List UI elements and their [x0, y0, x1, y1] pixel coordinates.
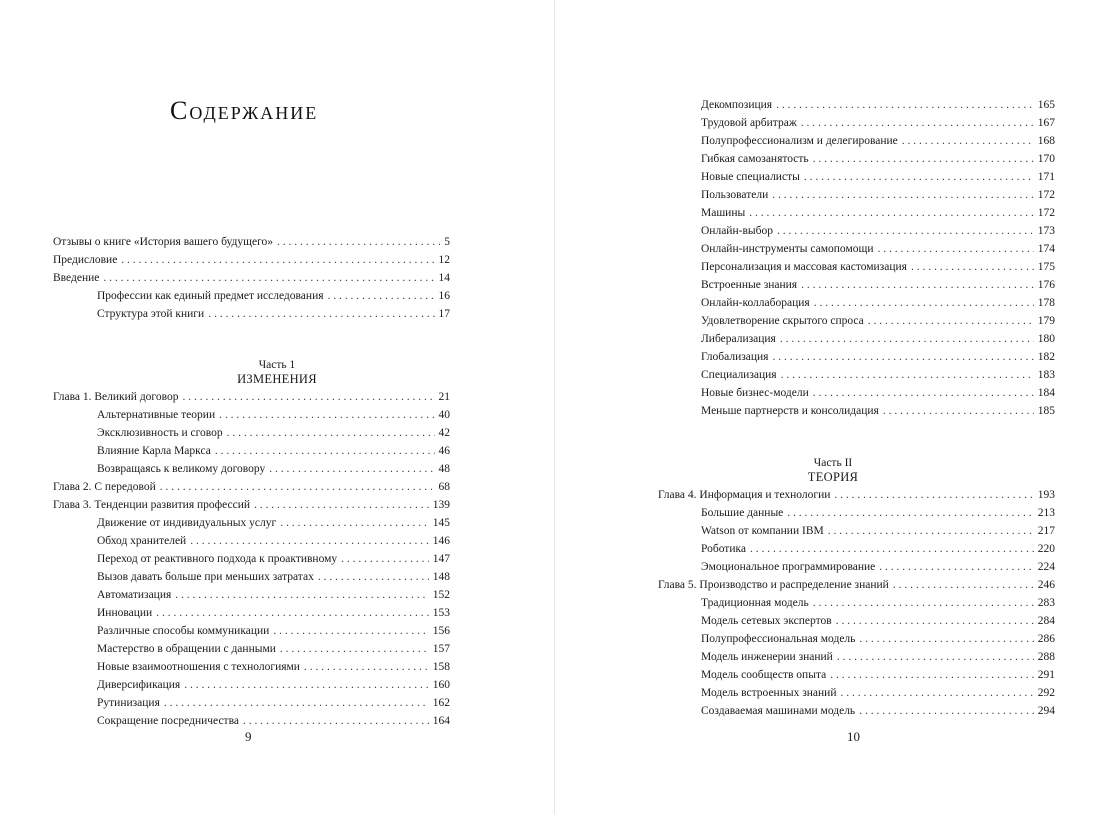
toc-entry [701, 222, 1055, 240]
toc-entry-title: Движение от индивидуальных услуг [97, 517, 277, 529]
dot-leader [859, 630, 1033, 648]
toc-entry-page: 220 [1037, 543, 1055, 555]
toc-entry-title: Эмоциональное программирование [701, 561, 876, 573]
dot-leader [772, 186, 1034, 204]
toc-entry-page: 176 [1037, 279, 1055, 291]
toc-entry-page: 48 [438, 463, 450, 475]
toc-entry-page: 185 [1037, 405, 1055, 417]
toc-entry-page: 182 [1037, 351, 1055, 363]
toc-entry [97, 514, 450, 532]
toc-entry [701, 312, 1055, 330]
toc-entry-page: 172 [1037, 207, 1055, 219]
toc-entry-page: 213 [1037, 507, 1055, 519]
dot-leader [243, 712, 429, 730]
toc-entry [701, 384, 1055, 402]
toc-entry [701, 294, 1055, 312]
toc-entry [97, 586, 450, 604]
toc-entry-page: 175 [1037, 261, 1055, 273]
dot-leader [164, 694, 429, 712]
toc-entry-title: Различные способы коммуникации [97, 625, 270, 637]
dot-leader [834, 486, 1033, 504]
page-number: 10 [847, 729, 860, 744]
toc-entry-title: Роботика [701, 543, 747, 555]
toc-entry [658, 486, 1055, 504]
toc-entry-title: Предисловие [53, 254, 118, 266]
dot-leader [273, 622, 428, 640]
toc-entry-page: 179 [1037, 315, 1055, 327]
toc-entry [701, 348, 1055, 366]
dot-leader [156, 604, 429, 622]
toc-entry-page: 153 [432, 607, 450, 619]
toc-entry [701, 504, 1055, 522]
toc-entry-title: Автоматизация [97, 589, 172, 601]
toc-entry-page: 156 [432, 625, 450, 637]
part-label: Часть 1 [258, 359, 296, 371]
toc-entry-title: Традиционная модель [701, 597, 809, 609]
toc-entry [97, 640, 450, 658]
toc-entry [701, 702, 1055, 720]
dot-leader [772, 348, 1033, 366]
dot-leader [883, 402, 1034, 420]
dot-leader [182, 388, 434, 406]
dot-leader [328, 287, 435, 305]
dot-leader [911, 258, 1034, 276]
toc-entry [701, 402, 1055, 420]
toc-entry-page: 292 [1037, 687, 1055, 699]
toc-entry [97, 712, 450, 730]
dot-leader [103, 269, 434, 287]
dot-leader [175, 586, 428, 604]
dot-leader [837, 648, 1034, 666]
part-name: ТЕОРИЯ [807, 470, 859, 484]
toc-entry-title: Профессии как единый предмет исследования [97, 290, 324, 302]
toc-entry [97, 658, 450, 676]
toc-entry [701, 330, 1055, 348]
toc-entry [701, 204, 1055, 222]
toc-entry-page: 139 [432, 499, 450, 511]
toc-entry [701, 612, 1055, 630]
toc-entry-page: 152 [432, 589, 450, 601]
dot-leader [828, 522, 1034, 540]
dot-leader [160, 478, 435, 496]
toc-entry-page: 168 [1037, 135, 1055, 147]
toc-entry-page: 171 [1037, 171, 1055, 183]
toc-entry [97, 694, 450, 712]
dot-leader [280, 514, 429, 532]
dot-leader [318, 568, 429, 586]
dot-leader [814, 294, 1034, 312]
front-matter-list [0, 233, 554, 323]
dot-leader [121, 251, 434, 269]
toc-entry-title: Мастерство в обращении с данными [97, 643, 276, 655]
toc-entry-page: 158 [432, 661, 450, 673]
dot-leader [341, 550, 429, 568]
toc-entry-page: 68 [438, 481, 450, 493]
toc-entry-page: 147 [432, 553, 450, 565]
toc-entry [701, 522, 1055, 540]
page-number: 9 [245, 729, 252, 744]
dot-leader [777, 222, 1034, 240]
toc-entry-page: 145 [432, 517, 450, 529]
toc-entry [701, 366, 1055, 384]
toc-entry [97, 622, 450, 640]
dot-leader [868, 312, 1034, 330]
dot-leader [254, 496, 429, 514]
toc-entry-title: Влияние Карла Маркса [97, 445, 211, 457]
part-1-list [0, 388, 554, 730]
toc-entry-page: 164 [432, 715, 450, 727]
toc-entry-title: Персонализация и массовая кастомизация [701, 261, 907, 273]
dot-leader [749, 204, 1034, 222]
dot-leader [215, 442, 435, 460]
toc-entry [701, 240, 1055, 258]
toc-entry-page: 46 [438, 445, 450, 457]
toc-entry-title: Модель инженерии знаний [701, 651, 833, 663]
left-page [0, 0, 554, 814]
toc-entry-page: 173 [1037, 225, 1055, 237]
toc-entry-page: 286 [1037, 633, 1055, 645]
part-label: Часть II [813, 457, 853, 469]
dot-leader [219, 406, 434, 424]
toc-entry-page: 40 [438, 409, 450, 421]
dot-leader [879, 558, 1033, 576]
toc-entry-title: Трудовой арбитраж [701, 117, 797, 129]
dot-leader [836, 612, 1034, 630]
toc-entry [701, 666, 1055, 684]
toc-entry-title: Новые специалисты [701, 171, 800, 183]
toc-entry-page: 224 [1037, 561, 1055, 573]
toc-entry-title: Меньше партнерств и консолидация [701, 405, 879, 417]
dot-leader [787, 504, 1033, 522]
toc-entry-title: Новые бизнес-модели [701, 387, 809, 399]
toc-entry [97, 532, 450, 550]
part-name: ИЗМЕНЕНИЯ [237, 372, 317, 386]
toc-entry-title: Введение [53, 272, 100, 284]
dot-leader [780, 330, 1034, 348]
toc-entry [53, 233, 450, 251]
toc-entry-title: Модель сообществ опыта [701, 669, 827, 681]
toc-entry-page: 180 [1037, 333, 1055, 345]
toc-entry-title: Онлайн-коллаборация [701, 297, 810, 309]
toc-entry-page: 183 [1037, 369, 1055, 381]
toc-entry-page: 42 [438, 427, 450, 439]
dot-leader [813, 594, 1034, 612]
toc-entry-page: 14 [438, 272, 450, 284]
toc-entry-title: Создаваемая машинами модель [701, 705, 856, 717]
dot-leader [208, 305, 434, 323]
toc-title: Содержание [170, 96, 319, 125]
toc-entry-page: 165 [1037, 99, 1055, 111]
toc-entry-title: Полупрофессионализм и делегирование [701, 135, 898, 147]
toc-entry [701, 258, 1055, 276]
toc-entry-title: Глава 2. С передовой [53, 481, 156, 493]
dot-leader [813, 150, 1034, 168]
toc-entry-title: Глава 1. Великий договор [53, 391, 179, 403]
toc-entry [97, 287, 450, 305]
dot-leader [801, 276, 1034, 294]
part-2-list [555, 486, 1111, 720]
toc-entry-title: Watson от компании IBM [701, 525, 824, 537]
toc-entry [97, 305, 450, 323]
toc-entry-page: 172 [1037, 189, 1055, 201]
toc-entry-page: 162 [432, 697, 450, 709]
toc-entry [701, 96, 1055, 114]
toc-entry-page: 12 [438, 254, 450, 266]
toc-entry-page: 184 [1037, 387, 1055, 399]
toc-entry-page: 5 [444, 236, 450, 248]
toc-entry-title: Глава 5. Производство и распределение знаний [658, 579, 889, 591]
dot-leader [804, 168, 1034, 186]
toc-entry-page: 174 [1037, 243, 1055, 255]
dot-leader [840, 684, 1033, 702]
dot-leader [304, 658, 429, 676]
toc-entry [97, 442, 450, 460]
toc-entry-title: Рутинизация [97, 697, 160, 709]
toc-entry [701, 648, 1055, 666]
toc-entry [701, 150, 1055, 168]
toc-entry-page: 284 [1037, 615, 1055, 627]
toc-entry-title: Вызов давать больше при меньших затратах [97, 571, 314, 583]
dot-leader [190, 532, 429, 550]
toc-entry [701, 540, 1055, 558]
toc-entry [97, 568, 450, 586]
toc-entry-page: 291 [1037, 669, 1055, 681]
dot-leader [750, 540, 1034, 558]
toc-entry-page: 160 [432, 679, 450, 691]
dot-leader [893, 576, 1034, 594]
toc-entry [53, 478, 450, 496]
toc-entry-title: Возвращаясь к великому договору [97, 463, 266, 475]
toc-entry-page: 157 [432, 643, 450, 655]
toc-entry-title: Модель сетевых экспертов [701, 615, 832, 627]
toc-entry-title: Сокращение посредничества [97, 715, 239, 727]
toc-entry-title: Структура этой книги [97, 308, 205, 320]
toc-entry-title: Новые взаимоотношения с технологиями [97, 661, 300, 673]
dot-leader [830, 666, 1034, 684]
dot-leader [269, 460, 434, 478]
toc-entry-title: Либерализация [701, 333, 776, 345]
toc-entry [701, 132, 1055, 150]
toc-entry [701, 186, 1055, 204]
toc-entry-title: Модель встроенных знаний [701, 687, 837, 699]
toc-entry-page: 21 [438, 391, 450, 403]
dot-leader [277, 233, 440, 251]
toc-entry [701, 684, 1055, 702]
toc-entry [701, 630, 1055, 648]
toc-entry [97, 424, 450, 442]
toc-entry-page: 217 [1037, 525, 1055, 537]
toc-entry [701, 114, 1055, 132]
toc-entry-title: Обход хранителей [97, 535, 187, 547]
toc-entry-title: Декомпозиция [701, 99, 773, 111]
toc-entry-page: 170 [1037, 153, 1055, 165]
toc-entry-title: Инновации [97, 607, 153, 619]
toc-entry [701, 276, 1055, 294]
dot-leader [813, 384, 1034, 402]
toc-entry-page: 16 [438, 290, 450, 302]
toc-entry-page: 178 [1037, 297, 1055, 309]
toc-entry [97, 460, 450, 478]
toc-entry-page: 148 [432, 571, 450, 583]
toc-entry-title: Глобализация [701, 351, 769, 363]
toc-entry [97, 406, 450, 424]
continued-list [555, 96, 1111, 420]
toc-entry-title: Машины [701, 207, 746, 219]
toc-entry-page: 246 [1037, 579, 1055, 591]
toc-entry-page: 193 [1037, 489, 1055, 501]
right-page [555, 0, 1111, 814]
toc-entry [97, 550, 450, 568]
toc-entry-title: Полупрофессиональная модель [701, 633, 856, 645]
dot-leader [184, 676, 429, 694]
toc-entry-title: Удовлетворение скрытого спроса [701, 315, 864, 327]
toc-entry-title: Онлайн-инструменты самопомощи [701, 243, 874, 255]
toc-entry-page: 294 [1037, 705, 1055, 717]
dot-leader [859, 702, 1034, 720]
toc-entry [53, 269, 450, 287]
toc-entry-page: 17 [438, 308, 450, 320]
dot-leader [781, 366, 1034, 384]
part-2-heading [555, 457, 1111, 484]
toc-entry-title: Эксклюзивность и сговор [97, 427, 223, 439]
toc-entry-title: Отзывы о книге «История вашего будущего» [53, 236, 274, 248]
toc-entry-title: Специализация [701, 369, 777, 381]
toc-entry-title: Онлайн-выбор [701, 225, 773, 237]
dot-leader [280, 640, 429, 658]
toc-entry-page: 288 [1037, 651, 1055, 663]
toc-entry-title: Альтернативные теории [97, 409, 216, 421]
toc-entry-title: Гибкая самозанятость [701, 153, 809, 165]
dot-leader [801, 114, 1034, 132]
toc-entry-title: Переход от реактивного подхода к проактивному [97, 553, 338, 565]
toc-entry [53, 251, 450, 269]
toc-entry-title: Встроенные знания [701, 279, 798, 291]
toc-entry [97, 604, 450, 622]
toc-entry [658, 576, 1055, 594]
toc-entry [53, 496, 450, 514]
toc-entry-page: 283 [1037, 597, 1055, 609]
toc-entry [701, 558, 1055, 576]
toc-entry-title: Глава 4. Информация и технологии [658, 489, 831, 501]
toc-entry [53, 388, 450, 406]
dot-leader [902, 132, 1034, 150]
toc-entry-title: Глава 3. Тенденции развития профессий [53, 499, 251, 511]
toc-entry-title: Большие данные [701, 507, 784, 519]
toc-entry-title: Диверсификация [97, 679, 181, 691]
toc-entry-page: 167 [1037, 117, 1055, 129]
dot-leader [227, 424, 435, 442]
dot-leader [776, 96, 1034, 114]
toc-entry-title: Пользователи [701, 189, 769, 201]
toc-entry-page: 146 [432, 535, 450, 547]
part-1-heading [0, 359, 554, 386]
toc-entry [701, 594, 1055, 612]
toc-entry [97, 676, 450, 694]
toc-entry [701, 168, 1055, 186]
dot-leader [877, 240, 1033, 258]
